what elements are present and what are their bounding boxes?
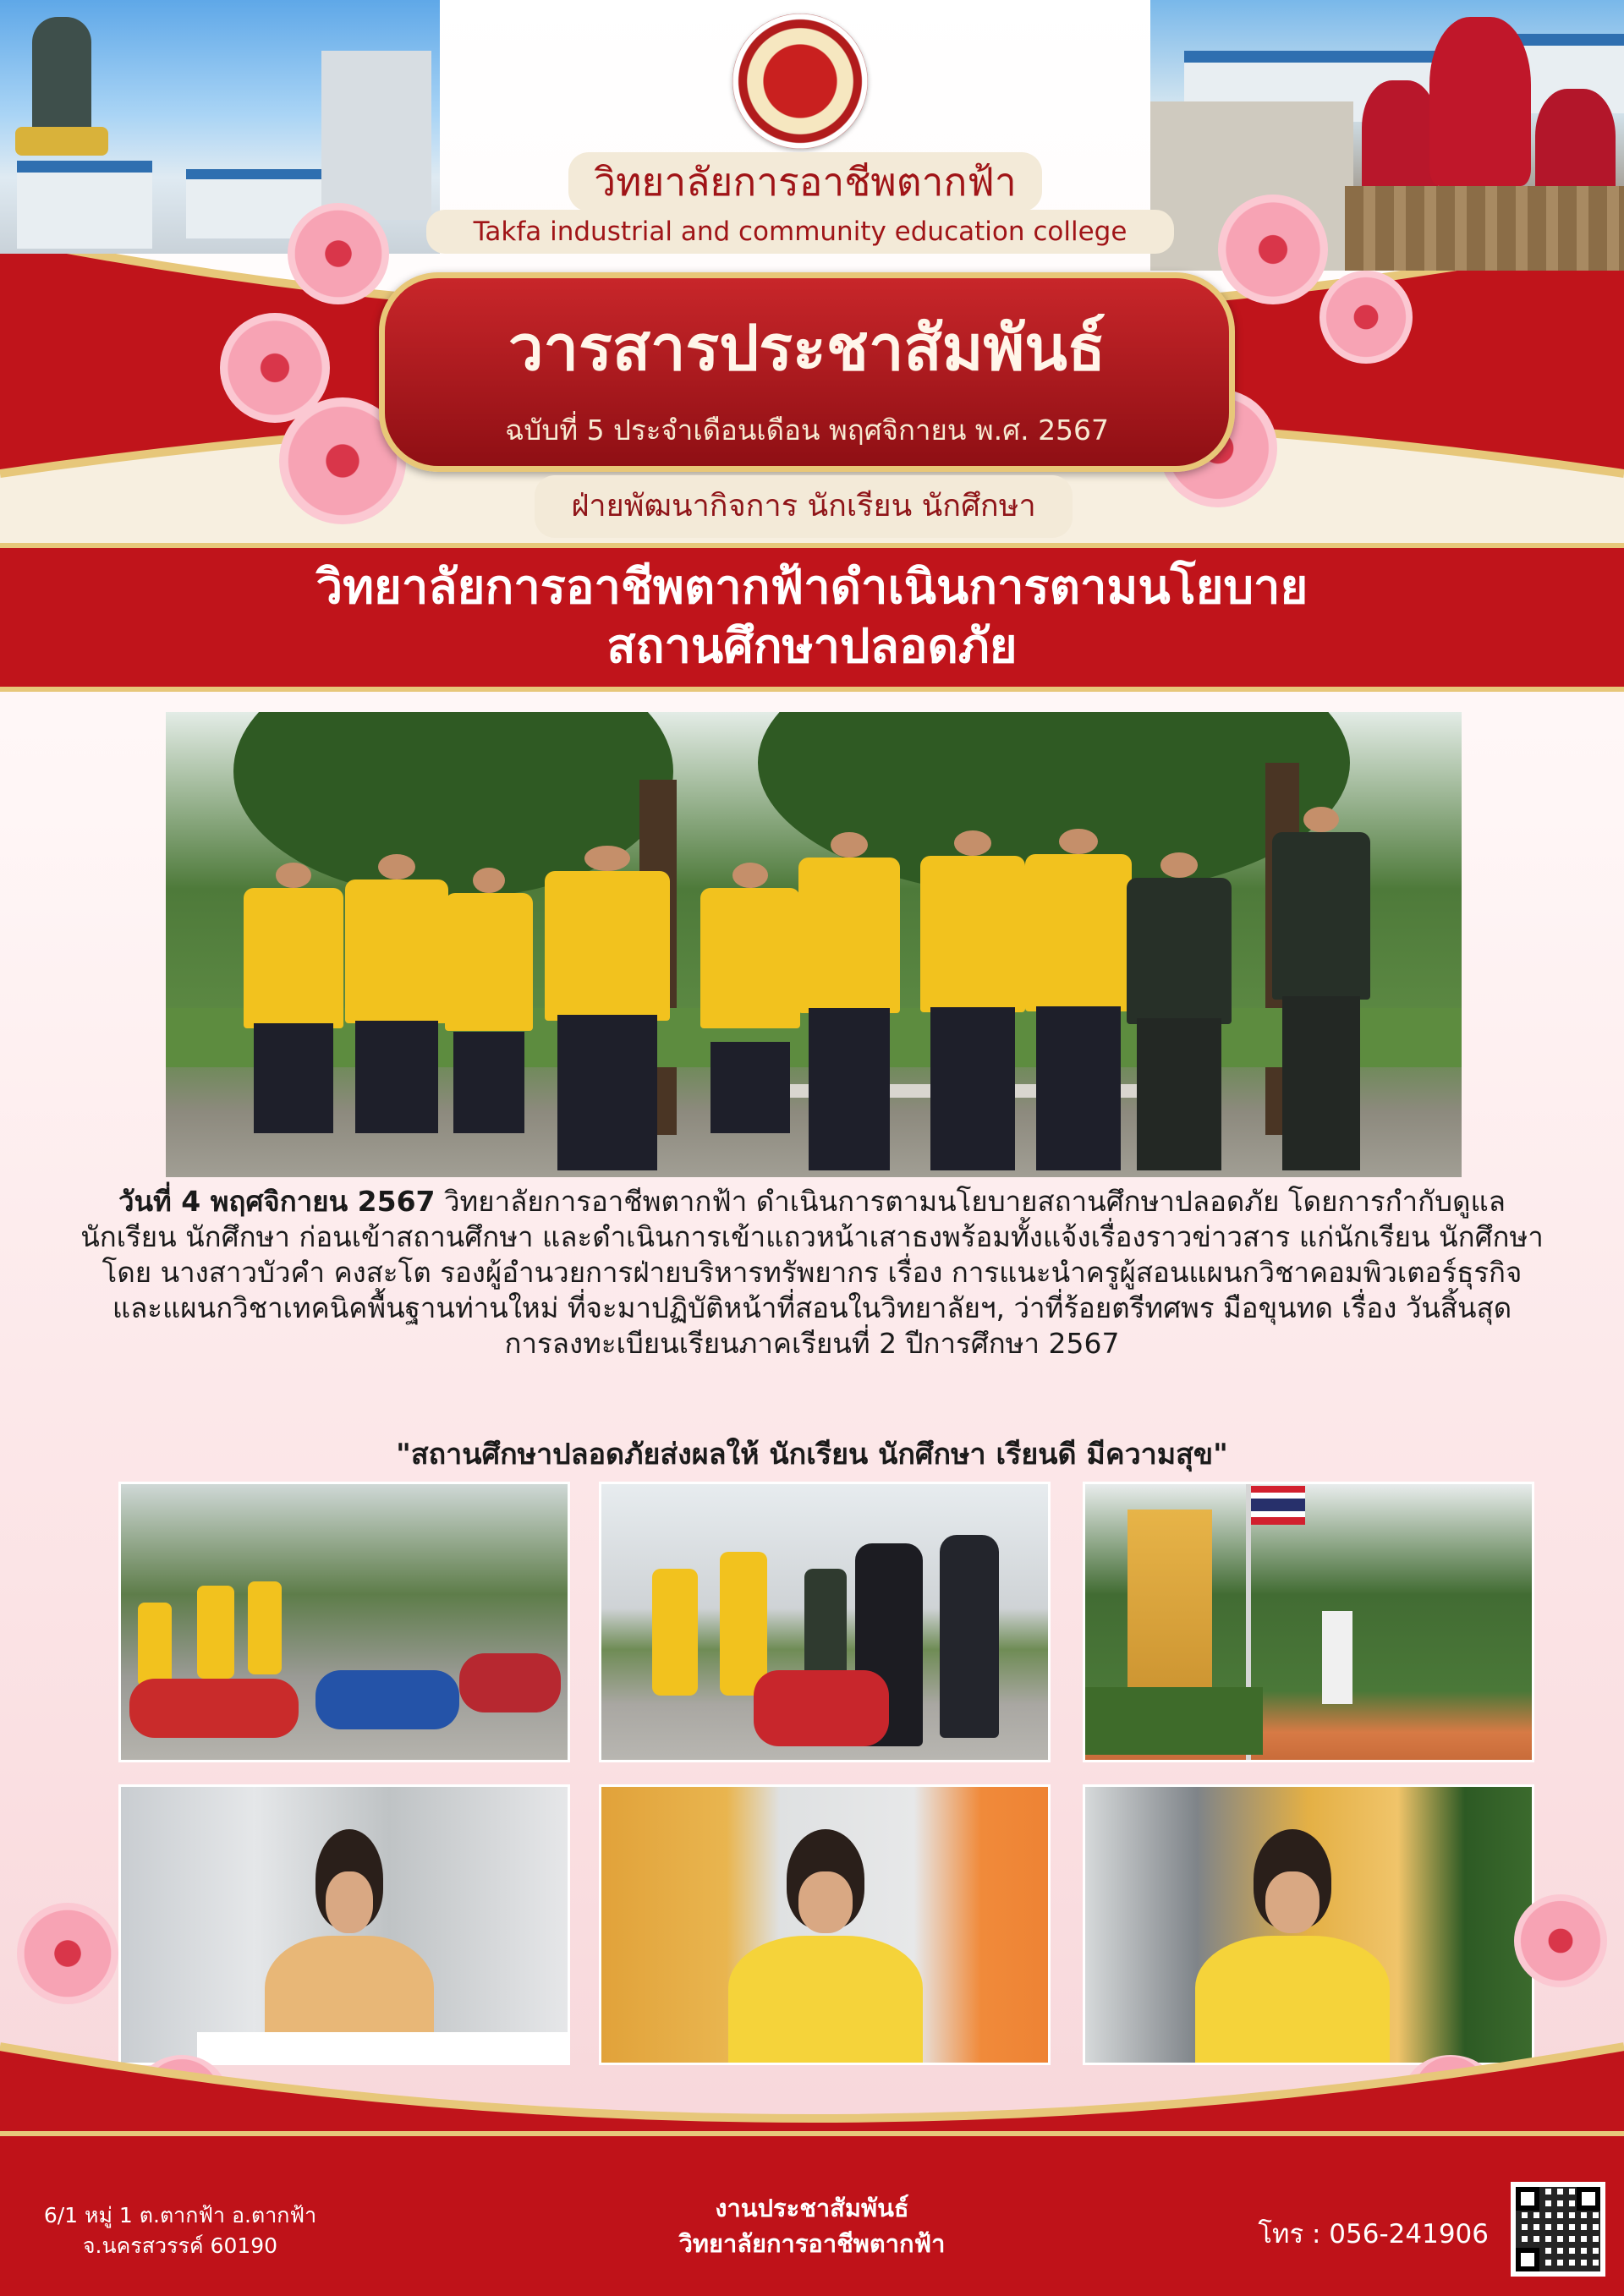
college-logo <box>732 14 868 149</box>
photo-motorcycle-checkpoint-1 <box>118 1482 570 1762</box>
headline-line-1: วิทยาลัยการอาชีพตากฟ้าดำเนินการตามนโยบาย <box>315 560 1309 615</box>
main-photo-staff-lineup <box>166 712 1462 1177</box>
headline-line-2: สถานศึกษาปลอดภัย <box>606 619 1018 674</box>
footer-phone: โทร : 056-241906 <box>1258 2219 1489 2249</box>
footer-center-line-2: วิทยาลัยการอาชีพตากฟ้า <box>678 2229 946 2258</box>
photo-motorcycle-checkpoint-2 <box>599 1482 1051 1762</box>
journal-title: วารสารประชาสัมพันธ์ <box>508 312 1106 385</box>
headline <box>0 558 1624 677</box>
article-line-2: นักเรียน นักศึกษา ก่อนเข้าสถานศึกษา และดำเนินการเข้าแถวหน้าเสาธงพร้อมทั้งแจ้งเรื่องราวข่าวสาร แก่นักเรียน นักศึกษา <box>80 1220 1544 1253</box>
footer-organization <box>558 2190 1066 2261</box>
department-label: ฝ่ายพัฒนากิจการ นักเรียน นักศึกษา <box>535 475 1073 538</box>
footer-center-line-1: งานประชาสัมพันธ์ <box>715 2194 909 2222</box>
article-line-3: โดย นางสาวบัวคำ คงสะโต รองผู้อำนวยการฝ่ายบริหารทรัพยากร เรื่อง การแนะนำครูผู้สอนแผนกวิชาคอมพิวเตอร์ธุรกิจ <box>102 1256 1522 1289</box>
article-date: วันที่ 4 พฤศจิกายน 2567 <box>118 1185 436 1218</box>
footer-curve <box>0 2013 1624 2148</box>
college-name-thai: วิทยาลัยการอาชีพตากฟ้า <box>568 152 1042 211</box>
orchid-flower-decoration <box>1218 195 1328 304</box>
orchid-flower-decoration <box>17 1903 118 2004</box>
article-line-4: และแผนกวิชาเทคนิคพื้นฐานท่านใหม่ ที่จะมาปฏิบัติหน้าที่สอนในวิทยาลัยฯ, ว่าที่ร้อยตรีทศพร มือขุนทด เรื่อง วันสิ้นสุด <box>112 1291 1512 1324</box>
issue-line: ฉบับที่ 5 ประจำเดือนเดือน พฤศจิกายน พ.ศ. 2567 <box>504 414 1110 447</box>
article-line-5: การลงทะเบียนเรียนภาคเรียนที่ 2 ปีการศึกษา 2567 <box>504 1327 1120 1360</box>
article-body <box>34 1184 1590 1362</box>
address-line-1: 6/1 หมู่ 1 ต.ตากฟ้า อ.ตากฟ้า <box>43 2203 317 2228</box>
campus-photo-left <box>0 0 440 254</box>
footer-address <box>41 2200 320 2261</box>
college-name-english: Takfa industrial and community education college <box>426 210 1174 254</box>
photo-flagpole-shrine <box>1083 1482 1534 1762</box>
orchid-flower-decoration <box>1320 271 1413 364</box>
address-line-2: จ.นครสวรรค์ 60190 <box>82 2233 278 2258</box>
orchid-flower-decoration <box>288 203 389 304</box>
orchid-flower-decoration <box>1514 1894 1607 1987</box>
article-quote: "สถานศึกษาปลอดภัยส่งผลให้ นักเรียน นักศึกษา เรียนดี มีความสุข" <box>396 1438 1228 1471</box>
article-line-1: วิทยาลัยการอาชีพตากฟ้า ดำเนินการตามนโยบายสถานศึกษาปลอดภัย โดยการกำกับดูแล <box>435 1185 1506 1218</box>
qr-code-icon[interactable] <box>1511 2182 1605 2277</box>
